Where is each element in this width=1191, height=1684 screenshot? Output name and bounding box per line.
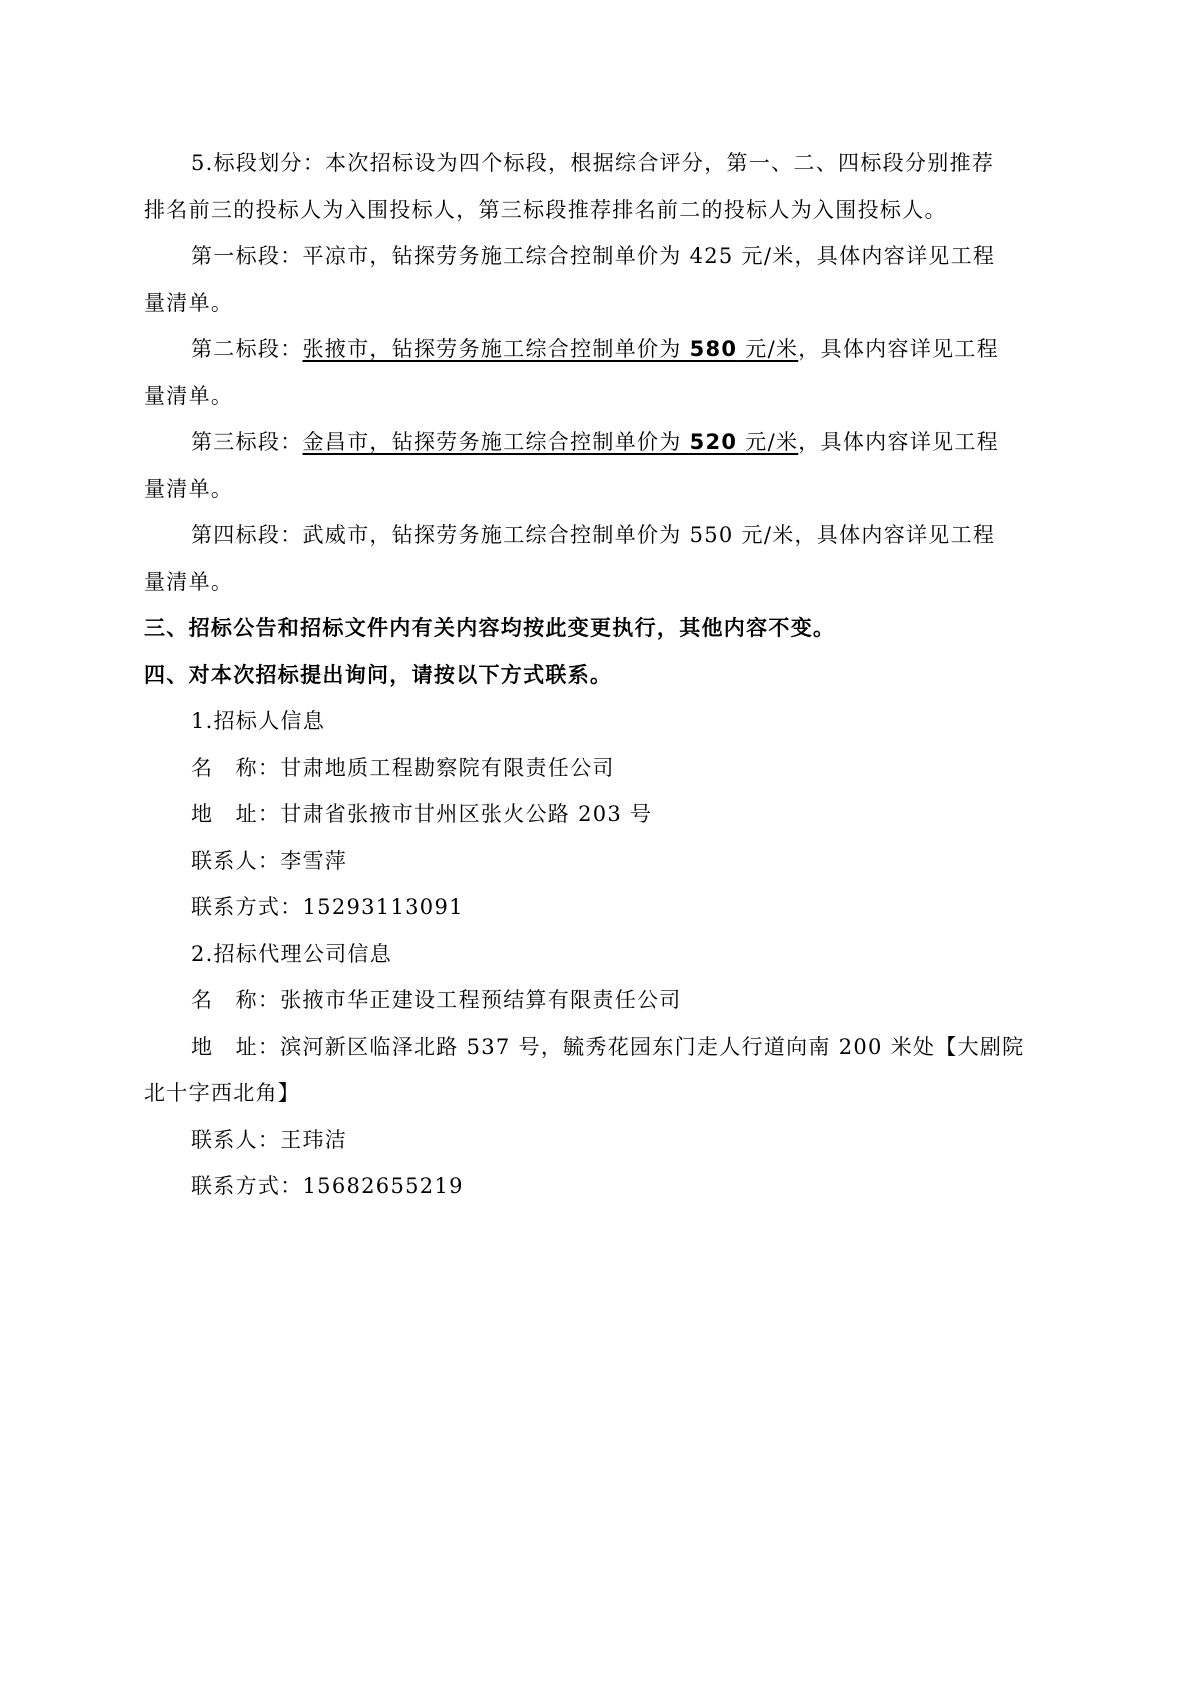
lot3-underlined-a: 金昌市，钻探劳务施工综合控制单价为 <box>302 430 690 454</box>
lot2-line2: 量清单。 <box>144 383 234 408</box>
agency-name: 名 称：张掖市华正建设工程预结算有限责任公司 <box>191 988 682 1012</box>
lot2-line1 <box>144 326 1052 373</box>
tenderer-name: 名 称：甘肃地质工程勘察院有限责任公司 <box>191 755 615 780</box>
section5-line1: 5.标段划分：本次招标设为四个标段，根据综合评分，第一、二、四标段分别推荐 <box>191 151 995 175</box>
lot4-line2: 量清单。 <box>144 569 234 594</box>
lot3-suffix: ，具体内容详见工程 <box>798 430 999 454</box>
agency-address-line1: 地 址：滨河新区临泽北路 537 号，毓秀花园东门走人行道向南 200 米处【大剧院 <box>191 1034 1025 1059</box>
lot4-line1: 第四标段：武威市，钻探劳务施工综合控制单价为 550 元/米，具体内容详见工程 <box>191 523 996 547</box>
agency-phone: 联系方式：15682655219 <box>191 1174 464 1198</box>
lot1-line1: 第一标段：平凉市，钻探劳务施工综合控制单价为 425 元/米，具体内容详见工程 <box>191 244 996 268</box>
lot1-line2: 量清单。 <box>144 290 234 315</box>
agency-address-line2: 北十字西北角】 <box>144 1081 301 1105</box>
section5-line2: 排名前三的投标人为入围投标人，第三标段推荐排名前二的投标人为入围投标人。 <box>144 197 947 222</box>
lot3-prefix: 第三标段： <box>191 430 303 454</box>
section3-heading: 三、招标公告和招标文件内有关内容均按此变更执行，其他内容不变。 <box>144 616 836 640</box>
tenderer-phone: 联系方式：15293113091 <box>191 895 464 919</box>
lot3-price: 520 <box>689 430 738 454</box>
agency-title: 2.招标代理公司信息 <box>191 941 393 966</box>
lot2-prefix: 第二标段： <box>191 337 303 361</box>
tenderer-title: 1.招标人信息 <box>191 709 326 733</box>
lot2-suffix: ，具体内容详见工程 <box>798 337 999 361</box>
lot3-line1 <box>144 419 1052 466</box>
lot2-underlined-b: 元/米 <box>737 337 799 361</box>
tenderer-contact: 联系人：李雪萍 <box>191 848 348 873</box>
lot3-underlined-text <box>303 430 799 454</box>
tenderer-address: 地 址：甘肃省张掖市甘州区张火公路 203 号 <box>191 802 653 826</box>
lot3-line2: 量清单。 <box>144 476 234 501</box>
lot3-underlined-b: 元/米 <box>737 430 799 454</box>
lot2-underlined-text <box>303 337 799 361</box>
lot2-price: 580 <box>689 337 738 361</box>
lot2-underlined-a: 张掖市，钻探劳务施工综合控制单价为 <box>302 337 690 361</box>
section4-heading: 四、对本次招标提出询问，请按以下方式联系。 <box>144 662 613 687</box>
agency-contact: 联系人：王玮洁 <box>191 1127 348 1152</box>
document-body <box>144 140 1052 1210</box>
